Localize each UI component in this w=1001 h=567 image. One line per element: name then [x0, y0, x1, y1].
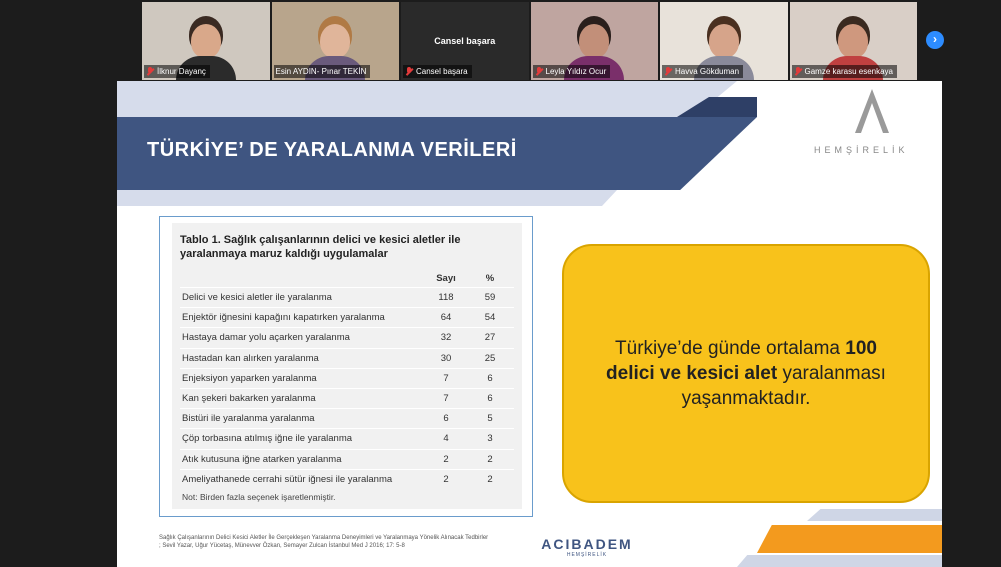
table-cell: Çöp torbasına atılmış iğne ile yaralanma	[182, 433, 353, 445]
table-cell: 64	[440, 312, 452, 324]
next-participants-button[interactable]	[926, 31, 944, 49]
table-header-row	[180, 269, 514, 287]
citation: Sağlık Çalışanlarının Delici Kesici Aletler İle Gerçekleşen Yaralanma Deneyimleri ve Yaralanmaya Yönelik Alınacak Tedbirler ; Sevil Yazar, Uğur Yücetaş, Münevver Özkan, Semayer Zulcan İstanbul Med J 2016; 17: 5-8	[159, 535, 489, 549]
participant-name: Esin AYDIN- Pınar TEKİN	[275, 67, 367, 76]
table-cell: Enjektör iğnesini kapağını kapatırken yaralanma	[182, 312, 385, 324]
chevron-right-icon: ›	[933, 32, 937, 46]
decor-band-low	[117, 190, 617, 206]
decor-band-top	[117, 81, 737, 117]
table-cell: Delici ve kesici aletler ile yaralanma	[182, 292, 332, 304]
injury-table	[180, 269, 514, 502]
table-cell: Enjeksiyon yaparken yaralanma	[182, 372, 317, 384]
participant-tile[interactable]	[790, 2, 918, 80]
table-note: Not: Birden fazla seçenek işaretlenmiştir.	[182, 491, 336, 502]
table-cell: Bistüri ile yaralanma yaralanma	[182, 413, 315, 425]
mic-off-icon	[664, 67, 672, 76]
table-cell: 54	[484, 312, 496, 324]
acibadem-logo	[537, 536, 637, 558]
table-cell: 32	[440, 332, 452, 344]
table-cell: Hastaya damar yolu açarken yaralanma	[182, 332, 350, 344]
mic-off-icon	[405, 67, 413, 76]
table-figure	[159, 216, 533, 517]
participant-name: İlknur Dayanç	[157, 67, 206, 76]
table-cell: 30	[440, 352, 452, 364]
participant-strip	[142, 2, 917, 80]
highlight-callout	[562, 244, 930, 503]
table-cell: 6	[443, 413, 449, 425]
slide-title: TÜRKİYE’ DE YARALANMA VERİLERİ	[147, 139, 517, 161]
table-cell: 5	[487, 413, 493, 425]
participant-nameplate	[533, 65, 611, 78]
participant-name: Havva Gökduman	[675, 67, 740, 76]
table-row	[180, 469, 514, 489]
participant-tile[interactable]	[272, 2, 400, 80]
table-row	[180, 327, 514, 347]
participant-nameplate	[403, 65, 472, 78]
mic-off-icon	[535, 67, 543, 76]
table-cell: 59	[484, 292, 496, 304]
callout-text-post: yaralanması yaşanmaktadır.	[681, 363, 886, 409]
table-cell: 2	[443, 453, 449, 465]
decor-band-gray	[807, 509, 942, 521]
table-cell: 118	[438, 292, 454, 304]
table-cell: 27	[484, 332, 496, 344]
mic-off-icon	[794, 67, 802, 76]
table-panel	[172, 223, 522, 509]
participant-tile[interactable]	[142, 2, 270, 80]
table-row	[180, 388, 514, 408]
table-cell: 7	[443, 393, 449, 405]
table-row	[180, 428, 514, 448]
table-cell: 25	[484, 352, 496, 364]
table-cell: 3	[487, 433, 493, 445]
decor-band-gray	[737, 555, 942, 567]
table-cell: 2	[487, 473, 493, 485]
participant-name: Cansel başara	[416, 67, 468, 76]
callout-text-bold: 100 delici ve kesici alet	[606, 338, 877, 384]
table-cell: Ameliyathanede cerrahi sütür iğnesi ile yaralanma	[182, 473, 393, 485]
table-cell: 2	[443, 473, 449, 485]
table-header-cell: %	[485, 272, 495, 284]
participant-tile[interactable]	[660, 2, 788, 80]
callout-text-pre: Türkiye’de günde ortalama	[615, 338, 846, 359]
table-cell: Atık kutusuna iğne atarken yaralanma	[182, 453, 342, 465]
participant-name: Gamze karasu esenkaya	[804, 67, 893, 76]
participant-nameplate	[144, 65, 210, 78]
callout-text	[591, 336, 901, 411]
table-row	[180, 307, 514, 327]
table-row	[180, 287, 514, 307]
participant-tile[interactable]	[401, 2, 529, 80]
brand-main: ACIBADEM	[541, 536, 633, 552]
table-row	[180, 348, 514, 368]
table-row	[180, 368, 514, 388]
logo-wordmark: HEMŞİRELİK	[814, 145, 909, 155]
table-cell: 7	[443, 372, 449, 384]
participant-name-center: Cansel başara	[434, 36, 496, 46]
mic-off-icon	[146, 67, 154, 76]
participant-name: Leyla Yıldız Ocur	[545, 67, 607, 76]
table-cell: 6	[487, 372, 493, 384]
table-cell: 6	[487, 393, 493, 405]
participant-nameplate	[792, 65, 898, 78]
table-cell: 4	[443, 433, 449, 445]
table-cell: 2	[487, 453, 493, 465]
table-row	[180, 449, 514, 469]
table-cell: Kan şekeri bakarken yaralanma	[182, 393, 316, 405]
brand-sub: HEMŞİRELİK	[566, 552, 608, 558]
table-header-cell: Sayı	[436, 272, 456, 284]
table-row	[180, 408, 514, 428]
table-title: Tablo 1. Sağlık çalışanlarının delici ve kesici aletler ile yaralanmaya maruz kaldığı uygulamalar	[180, 234, 461, 260]
table-cell: Hastadan kan alırken yaralanma	[182, 352, 319, 364]
participant-nameplate	[274, 65, 371, 78]
participant-tile[interactable]	[531, 2, 659, 80]
shared-slide	[117, 81, 942, 567]
participant-nameplate	[662, 65, 743, 78]
decor-band-orange	[757, 525, 942, 553]
